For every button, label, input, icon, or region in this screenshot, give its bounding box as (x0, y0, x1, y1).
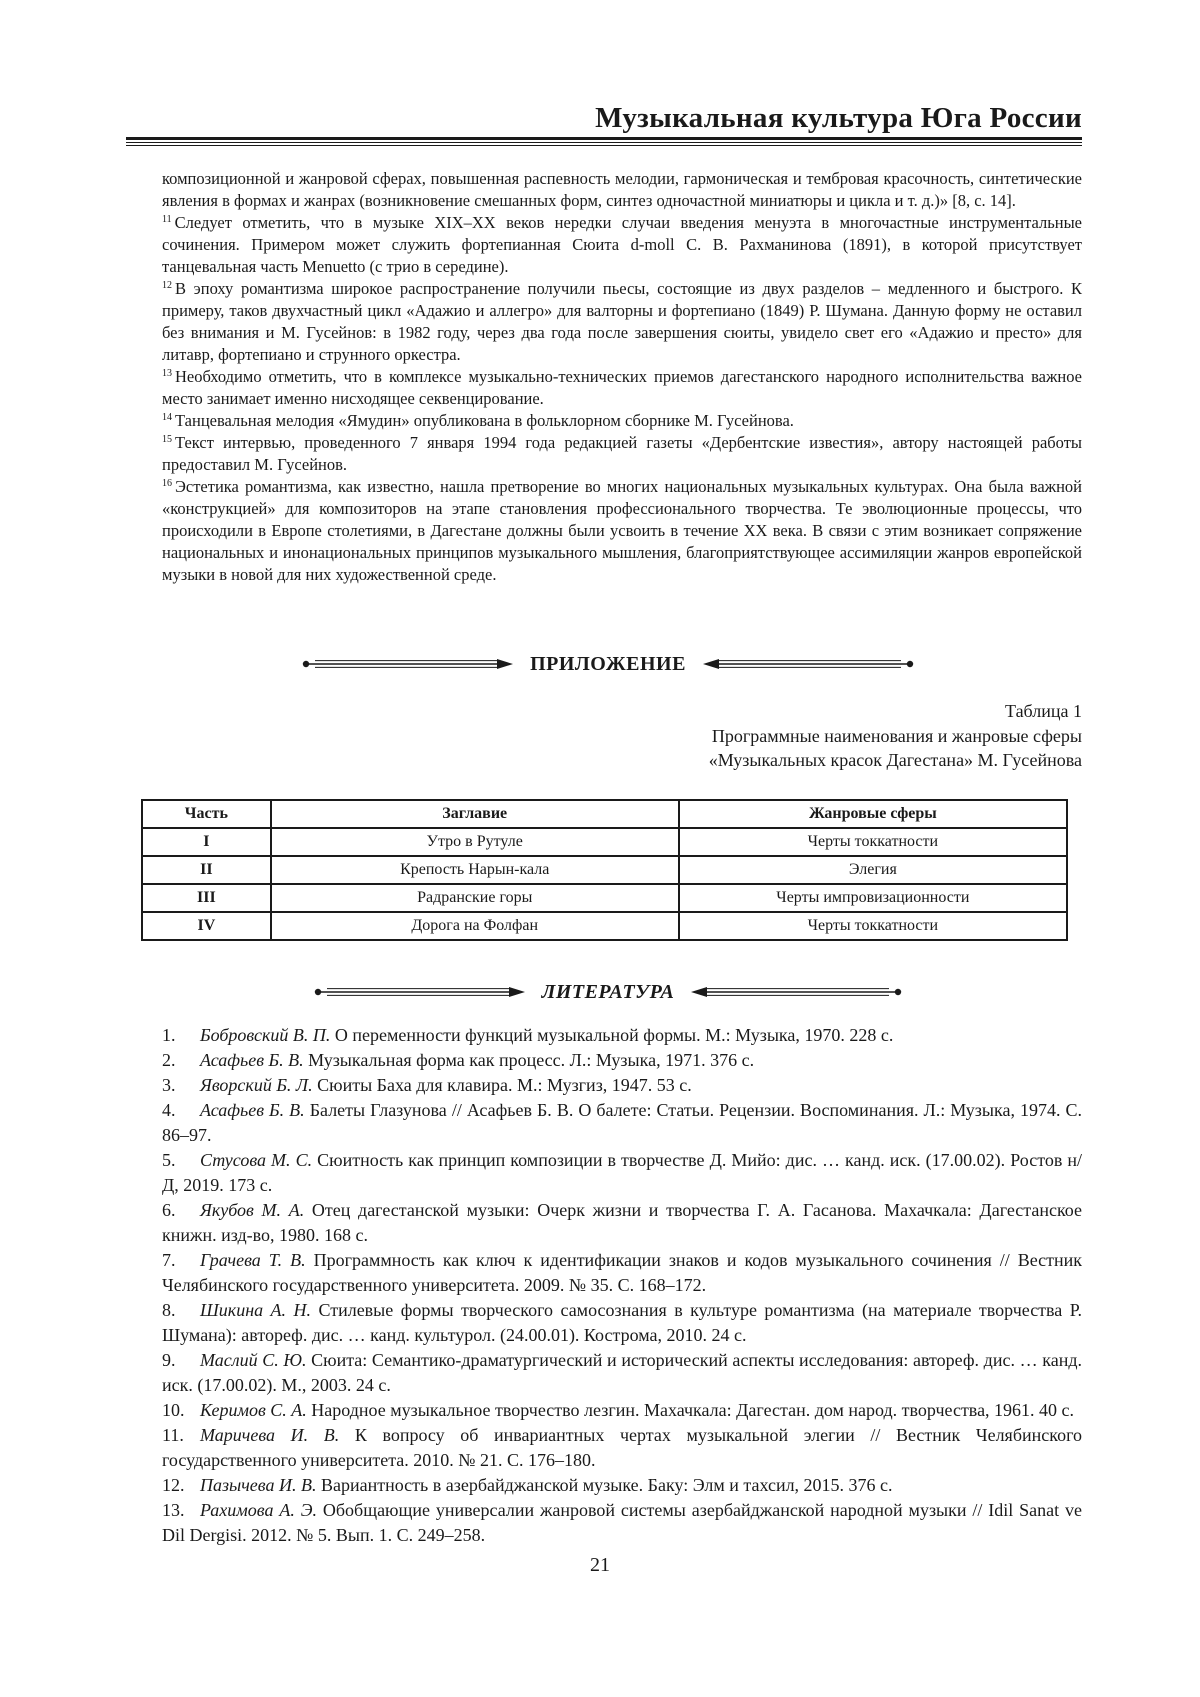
footnote-number: 12 (162, 279, 172, 291)
column-header: Часть (142, 800, 271, 828)
footnote-number: 16 (162, 477, 172, 489)
reference-author: Асафьев Б. В. (200, 1100, 305, 1120)
reference-author: Керимов С. А. (200, 1400, 307, 1420)
table-cell: Черты токкатности (679, 828, 1067, 856)
header-rule-thin (126, 142, 1082, 143)
footnotes (162, 168, 1082, 586)
reference-item: 8. Шикина А. Н. Стилевые формы творческого самосознания в культуре романтизма (на материале творчества Р. Шумана): автореф. дис. … канд. культурол. (24.00.01). Кострома, 2010. 24 с. (162, 1300, 1082, 1345)
table-cell: IV (142, 912, 271, 940)
column-header: Жанровые сферы (679, 800, 1067, 828)
table-cell: I (142, 828, 271, 856)
table-label: Таблица 1 (1005, 701, 1082, 721)
literature-title: ЛИТЕРАТУРА (541, 980, 675, 1003)
table-row (142, 856, 1067, 884)
reference-item: 2. Асафьев Б. В. Музыкальная форма как процесс. Л.: Музыка, 1971. 376 с. (162, 1050, 755, 1070)
reference-item: 7. Грачева Т. В. Программность как ключ к идентификации знаков и кодов музыкального сочинения // Вестник Челябинского государственного университета. 2009. № 35. С. 168–172. (162, 1250, 1083, 1295)
footnote-continuation: композиционной и жанровой сферах, повышенная распевность мелодии, гармоническая и тембровая красочность, синтетические явления в формах и жанрах (возникновение смешанных форм, синтез одночастной миниатюры и цикла и т. д.)» [8, с. 14]. (162, 169, 1082, 210)
reference-item: 5. Стусова М. С. Сюитность как принцип композиции в творчестве Д. Мийо: дис. … канд. иск. (17.00.02). Ростов н/Д, 2019. 173 с. (162, 1150, 1082, 1195)
table-caption-line-1: Программные наименования и жанровые сферы (711, 726, 1082, 746)
footnote: $^{11}$ Следует отметить, что в музыке XIX–XX веков нередки случаи введения менуэта в многочастные инструментальные сочинения. Примером может служить фортепианная Сюита d-moll С. В. Рахманинова (1891), в которой присутствует танцевальная часть Menuetto (с трио в середине). (162, 213, 1082, 276)
appendix-heading (278, 649, 938, 679)
table-cell: Дорога на Фолфан (271, 912, 679, 940)
appendix-title: ПРИЛОЖЕНИЕ (530, 652, 686, 675)
table-cell: Черты импровизационности (679, 884, 1067, 912)
reference-author: Рахимова А. Э. (200, 1500, 318, 1520)
reference-item: 3. Яворский Б. Л. Сюиты Баха для клавира. М.: Музгиз, 1947. 53 с. (162, 1075, 692, 1095)
footnote: $^{13}$ Необходимо отметить, что в комплексе музыкально-технических приемов дагестанского народного исполнительства важное место занимает именно нисходящее секвенцирование. (162, 367, 1082, 408)
table-row (142, 828, 1067, 856)
footnote: $^{15}$ Текст интервью, проведенного 7 января 1994 года редакцией газеты «Дербентские известия», автору настоящей работы предоставил М. Гусейнов. (162, 433, 1082, 474)
reference-item: 13. Рахимова А. Э. Обобщающие универсалии жанровой системы азербайджанской народной музыки // Idil Sanat ve Dil Dergisi. 2012. № 5. Вып. 1. С. 249–258. (162, 1500, 1082, 1545)
table-cell: III (142, 884, 271, 912)
footnote-number: 13 (162, 367, 172, 379)
genre-table (141, 799, 1068, 941)
reference-author: Бобровский В. П. (200, 1025, 331, 1045)
table-row (142, 884, 1067, 912)
reference-item: 11. Маричева И. В. К вопросу об инвариантных чертах музыкальной элегии // Вестник Челябинского государственного университета. 2010. № 21. С. 176–180. (162, 1425, 1083, 1470)
table-cell: Элегия (679, 856, 1067, 884)
ornament-right-icon (700, 657, 915, 671)
reference-item: 12. Пазычева И. В. Вариантность в азербайджанской музыке. Баку: Элм и тахсил, 2015. 376 с. (162, 1475, 893, 1495)
reference-item: 4. Асафьев Б. В. Балеты Глазунова // Асафьев Б. В. О балете: Статьи. Рецензии. Воспоминания. Л.: Музыка, 1974. С. 86–97. (162, 1100, 1083, 1145)
reference-author: Пазычева И. В. (200, 1475, 317, 1495)
reference-author: Стусова М. С. (200, 1150, 313, 1170)
reference-author: Маричева И. В. (200, 1425, 340, 1445)
footnote: $^{16}$ Эстетика романтизма, как известно, нашла претворение во многих национальных музыкальных культурах. Она была важной «конструкцией» для композиторов на этапе становления профессионального творчества. Те эволюционные процессы, что происходили в Европе столетиями, в Дагестане должны были усвоить в течение XX века. В связи с этим возникает сопряжение национальных и инонациональных принципов музыкального мышления, благоприятствующее ассимиляции жанров европейской музыки в новой для них художественной среде. (162, 477, 1082, 584)
header-rule-thick (126, 137, 1082, 140)
table-cell: Черты токкатности (679, 912, 1067, 940)
reference-author: Маслий С. Ю. (200, 1350, 307, 1370)
ornament-left-icon (301, 657, 516, 671)
reference-author: Шикина А. Н. (200, 1300, 311, 1320)
table-cell: II (142, 856, 271, 884)
ornament-right-icon (688, 985, 903, 999)
literature-heading (278, 977, 938, 1007)
reference-item: 9. Маслий С. Ю. Сюита: Семантико-драматургический и исторический аспекты исследования: автореф. дис. … канд. иск. (17.00.02). М., 2003. 24 с. (162, 1350, 1083, 1395)
header-rule-thin-2 (126, 145, 1082, 146)
footnote-number: 11 (162, 213, 172, 225)
footnote: $^{12}$ В эпоху романтизма широкое распространение получили пьесы, состоящие из двух разделов – медленного и быстрого. К примеру, таков двухчастный цикл «Адажио и аллегро» для валторны и фортепиано (1849) Р. Шумана. Данную форму не оставил без внимания и М. Гусейнов: в 1982 году, через два года после завершения сюиты, увидело свет его «Адажио и престо» для литавр, фортепиано и струнного оркестра. (162, 279, 1082, 364)
footnote-number: 15 (162, 433, 172, 445)
reference-list (162, 1023, 1082, 1548)
reference-author: Грачева Т. В. (200, 1250, 306, 1270)
journal-title: Музыкальная культура Юга России (595, 102, 1082, 134)
footnote: $^{14}$ Танцевальная мелодия «Ямудин» опубликована в фольклорном сборнике М. Гусейнова. (162, 411, 794, 430)
table-caption-line-2: «Музыкальных красок Дагестана» М. Гусейнова (708, 750, 1082, 770)
table-cell: Радранские горы (271, 884, 679, 912)
column-header: Заглавие (271, 800, 679, 828)
reference-item: 10. Керимов С. А. Народное музыкальное творчество лезгин. Махачкала: Дагестан. дом народ. творчества, 1961. 40 с. (162, 1400, 1075, 1420)
table-header-row (142, 800, 1067, 828)
table-row (142, 912, 1067, 940)
table-cell: Крепость Нарын-кала (271, 856, 679, 884)
reference-author: Яворский Б. Л. (200, 1075, 313, 1095)
reference-item: 6. Якубов М. А. Отец дагестанской музыки: Очерк жизни и творчества Г. А. Гасанова. Махачкала: Дагестанское книжн. изд-во, 1980. 168 с. (162, 1200, 1083, 1245)
reference-author: Якубов М. А. (200, 1200, 305, 1220)
reference-item: 1. Бобровский В. П. О переменности функций музыкальной формы. М.: Музыка, 1970. 228 с. (162, 1025, 894, 1045)
ornament-left-icon (313, 985, 528, 999)
reference-author: Асафьев Б. В. (200, 1050, 304, 1070)
footnote-number: 14 (162, 411, 172, 423)
table-cell: Утро в Рутуле (271, 828, 679, 856)
page-number: 21 (590, 1554, 610, 1576)
